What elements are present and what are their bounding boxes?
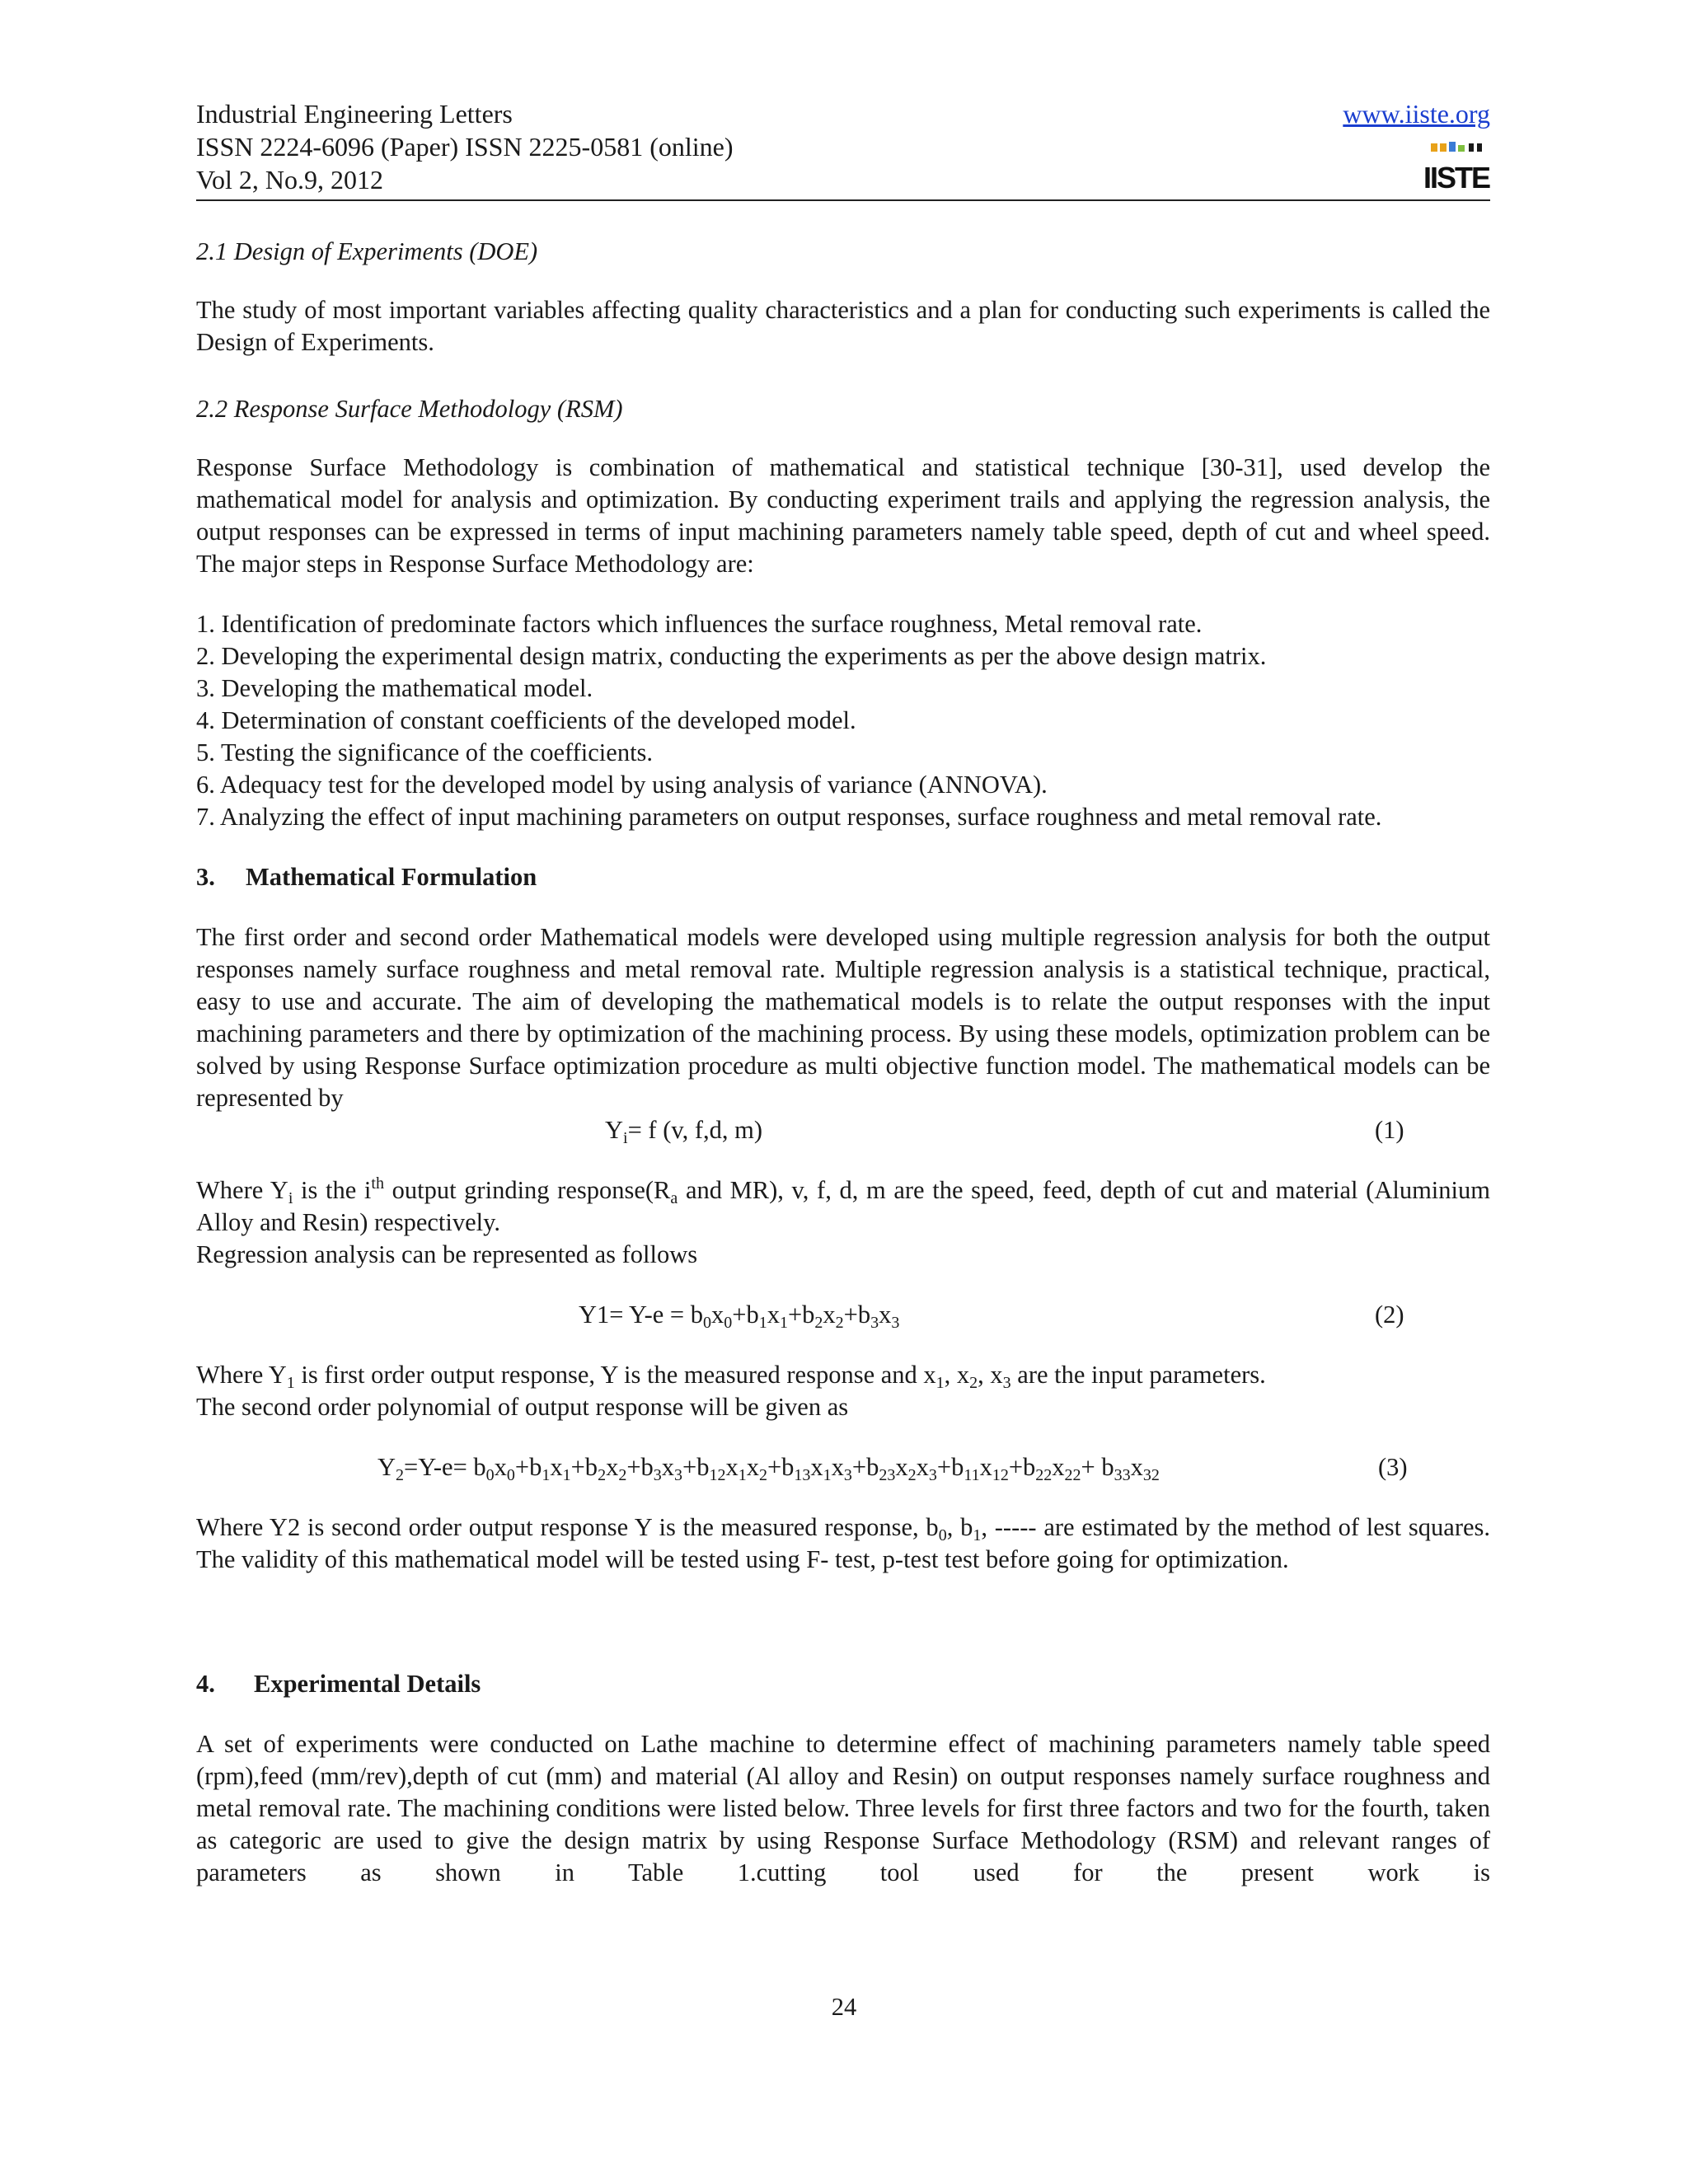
list-item: 2. Developing the experimental design matrix, conducting the experiments as per the above design matrix. — [196, 642, 1267, 670]
svg-text:IISTE: IISTE — [1423, 161, 1490, 194]
list-item: 7. Analyzing the effect of input machining parameters on output responses, surface roughness and metal removal rate. — [196, 803, 1382, 831]
where-paragraph-1: Where $Y_i$ is the $i^{th}$ output grinding $response(R_a$ and MR), v, f, d, m are the speed, feed, depth of cut and material (Aluminium Alloy and Resin) respectively. — [196, 1174, 1490, 1236]
list-item: 4. Determination of constant coefficients of the developed model. — [196, 706, 856, 734]
equation-1 — [196, 1114, 1490, 1146]
equation-2-expression: $Y1= Y-e = b_0x_0+b_1x_1+b_2x_2+b_3x_3$ — [579, 1301, 900, 1332]
rsm-paragraph: Response Surface Methodology is combination of mathematical and statistical technique [30-31], used develop the mathematical model for analysis and optimization. By conducting experiment trails and applying the regression analysis, the output responses can be expressed in terms of input machining parameters namely table speed, depth of cut and wheel speed. The major steps in Response Surface Methodology are: — [196, 453, 1490, 578]
journal-issn: ISSN 2224-6096 (Paper) ISSN 2225-0581 (online) — [196, 132, 734, 162]
journal-header — [196, 97, 1490, 201]
section-number: 4. — [196, 1670, 215, 1698]
equation-3-expression: $Y_2=Y-e= b_0x_0+b_1x_1+b_2x_2+b_3x_3+b_{12}x_1x_2+b_{13}x_1x_3+b_{23}x_2x_3+b_{11}x_{12}+b_{22}x_{22}+ b_{33}x_{32}$ — [377, 1453, 1160, 1484]
equation-2 — [196, 1299, 1490, 1331]
iiste-logo — [1423, 142, 1490, 194]
list-item: 1. Identification of predominate factors which influences the surface roughness, Metal removal rate. — [196, 610, 1203, 638]
paper-page — [196, 97, 1490, 1889]
equation-1-expression: $Y_i= f$ (v, f,d, m) — [605, 1116, 763, 1147]
equation-3 — [196, 1451, 1490, 1483]
equation-3-number: (3) — [1378, 1453, 1408, 1481]
section-doe-title: 2.1 Design of Experiments (DOE) — [196, 237, 538, 265]
journal-url-link[interactable]: www.iiste.org — [1343, 99, 1490, 129]
journal-name: Industrial Engineering Letters — [196, 99, 513, 129]
section-math-heading — [196, 861, 1490, 893]
equation-1-number: (1) — [1375, 1116, 1404, 1144]
section-title: Experimental Details — [254, 1670, 481, 1698]
exp-paragraph: A set of experiments were conducted on Lathe machine to determine effect of machining parameters namely table speed (rpm),feed (mm/rev),depth of cut (mm) and material (Al alloy and Resin) on output responses namely surface roughness and metal removal rate. The machining conditions were listed below. Three levels for first three factors and two for the fourth, taken as categoric are used to give the design matrix by using Response Surface Methodology (RSM) and relevant ranges of parameters as shown in Table 1.cutting tool used for the present work is — [196, 1730, 1490, 1886]
list-item: 3. Developing the mathematical model. — [196, 674, 593, 702]
math-paragraph: The first order and second order Mathematical models were developed using multiple regression analysis for both the output responses namely surface roughness and metal removal rate. Multiple regression analysis is a statistical technique, practical, easy to use and accurate. The aim of developing the mathematical models is to relate the output responses with the input machining parameters and there by optimization of the machining process. By using these models, optimization problem can be solved by using Response Surface optimization procedure as multi objective function model. The mathematical models can be represented by — [196, 923, 1490, 1112]
rsm-steps-list — [196, 608, 1490, 833]
journal-volume: Vol 2, No.9, 2012 — [196, 165, 383, 194]
section-number: 3. — [196, 863, 215, 891]
equation-2-number: (2) — [1375, 1301, 1404, 1329]
page-number: 24 — [831, 1993, 857, 2021]
second-order-line: The second order polynomial of output response will be given as — [196, 1393, 849, 1421]
list-item: 5. Testing the significance of the coefficients. — [196, 738, 654, 766]
section-title: Mathematical Formulation — [246, 863, 537, 891]
section-rsm-title: 2.2 Response Surface Methodology (RSM) — [196, 395, 623, 423]
regression-line: Regression analysis can be represented as follows — [196, 1240, 698, 1268]
list-item: 6. Adequacy test for the developed model by using analysis of variance (ANNOVA). — [196, 771, 1048, 799]
section-exp-heading — [196, 1668, 1490, 1700]
where-paragraph-3: Where Y2 is second order output response Y is the measured response, $b_0$, $b_1$, ----- are estimated by the method of lest squares. The validity of this mathematical model will be tested using F- test, p-test test before going for optimization. — [196, 1513, 1491, 1573]
where-paragraph-2: Where $Y_1$ is first order output response, Y is the measured response and $x_1$, $x_2$, $x_3$ are the input parameters. — [196, 1361, 1266, 1392]
doe-paragraph: The study of most important variables affecting quality characteristics and a plan for conducting such experiments is called the Design of Experiments. — [196, 296, 1490, 356]
